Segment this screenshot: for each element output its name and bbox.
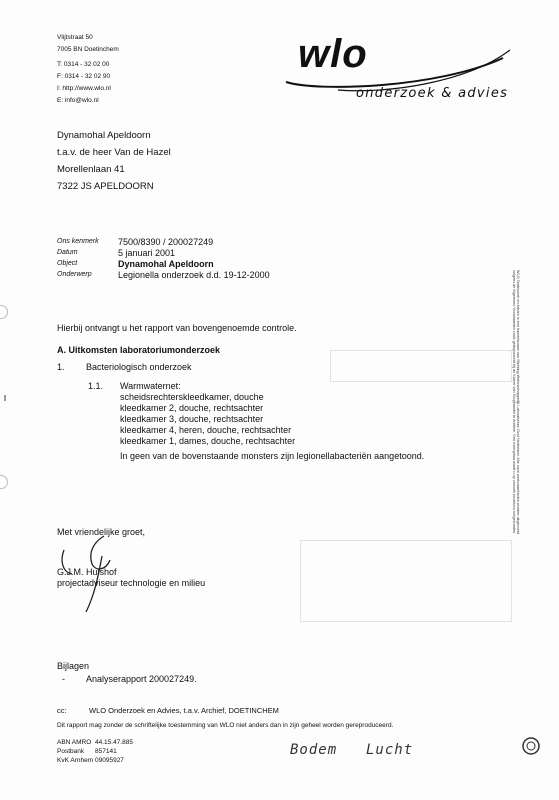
punch-hole-top (0, 305, 8, 319)
reproduction-disclaimer: Dit rapport mag zonder de schriftelijke toestemming van WLO niet anders dan in zijn geheel worden gereproduceerd. (57, 722, 394, 729)
list-item: kleedkamer 4, heren, douche, rechtsachter (120, 425, 292, 435)
bank-row (57, 738, 167, 747)
datum-value: 5 januari 2001 (118, 248, 176, 258)
attachments-heading: Bijlagen (57, 661, 90, 671)
reference-row (57, 259, 357, 270)
signer-name: G.J.M. Hulshof (57, 567, 117, 577)
closing-text: Met vriendelijke groet, (57, 527, 146, 537)
item-1-1-number: 1.1. (88, 381, 104, 391)
logo-tagline: onderzoek & advies (356, 86, 509, 101)
kvk-label: KvK Arnhem (57, 757, 94, 764)
onderwerp-label: Onderwerp (57, 271, 92, 278)
abn-value: 44.15.47.885 (95, 739, 133, 746)
certification-seal-icon (521, 736, 541, 756)
reference-block (57, 237, 357, 281)
address-web: I: http://www.wlo.nl (57, 85, 111, 92)
reference-row (57, 248, 357, 259)
address-street: Vlijtstraat 50 (57, 34, 93, 41)
postbank-value: 857141 (95, 748, 117, 755)
object-value: Dynamohal Apeldoorn (118, 259, 214, 269)
cc-label: cc: (57, 706, 67, 715)
wlo-logo (278, 30, 518, 105)
reference-row (57, 237, 357, 248)
onderwerp-value: Legionella onderzoek d.d. 19-12-2000 (118, 270, 270, 280)
address-phone: T: 0314 - 32 02 00 (57, 61, 110, 68)
bleed-through-box (300, 540, 512, 622)
recipient-line-3: Morellenlaan 41 (57, 164, 125, 175)
item-1-1-label: Warmwaternet: (120, 381, 181, 391)
recipient-line-1: Dynamohal Apeldoorn (57, 130, 151, 141)
recipient-line-4: 7322 JS APELDOORN (57, 181, 154, 192)
bank-details (57, 738, 167, 765)
list-item: kleedkamer 1, dames, douche, rechtsachter (120, 436, 296, 446)
footer-word-bodem: Bodem (290, 742, 338, 758)
bank-row (57, 747, 167, 756)
punch-hole-bottom (0, 475, 8, 489)
fold-mark (4, 395, 6, 401)
list-item: kleedkamer 2, douche, rechtsachter (120, 403, 264, 413)
kenmerk-label: Ons kenmerk (57, 238, 99, 245)
abn-label: ABN AMRO (57, 739, 92, 746)
attachment-item: Analyserapport 200027249. (86, 674, 197, 684)
cc-value: WLO Onderzoek en Advies, t.a.v. Archief, DOETINCHEM (89, 706, 279, 715)
kvk-value: 09095927 (95, 757, 124, 764)
conclusion-text: In geen van de bovenstaande monsters zijn legionellabacteriën aangetoond. (120, 451, 425, 461)
item-1-label: Bacteriologisch onderzoek (86, 362, 192, 372)
logo-wordmark: wlo (298, 32, 368, 76)
postbank-label: Postbank (57, 748, 85, 755)
address-city: 7005 BN Doetinchem (57, 46, 119, 53)
recipient-line-2: t.a.v. de heer Van de Hazel (57, 147, 171, 158)
side-text-line: volgens de Algemene Voorwaarden zoals gedeponeerd bij de Kamer van Koophandel te Arnhem. Een exemplaar wordt u op verzoek kosteloos toegezonden. (512, 270, 516, 535)
recipient-block (57, 127, 317, 195)
address-email: E: info@wlo.nl (57, 97, 99, 104)
kenmerk-value: 7500/8390 / 200027249 (118, 237, 214, 247)
side-legal-text (508, 270, 520, 790)
address-fax: F: 0314 - 32 02 90 (57, 73, 111, 80)
reference-row (57, 270, 357, 281)
section-heading: A. Uitkomsten laboratoriumonderzoek (57, 345, 221, 355)
object-label: Object (57, 260, 78, 267)
side-text-line: WLO Onderzoek en Advies is een handelsnaam van Stichting Wetenschappelijk Laboratorium Oost Nederland. Alle onze werkzaamheden worden uitgevoerd (516, 270, 520, 535)
list-item: kleedkamer 3, douche, rechtsachter (120, 414, 264, 424)
signer-title: projectadviseur technologie en milieu (57, 578, 206, 588)
attachment-bullet: - (62, 674, 65, 684)
letterhead-address (57, 33, 197, 105)
bank-row (57, 756, 167, 765)
item-1-number: 1. (57, 362, 65, 372)
intro-text: Hierbij ontvangt u het rapport van bovengenoemde controle. (57, 323, 297, 333)
datum-label: Datum (57, 249, 78, 256)
location-list (120, 392, 440, 447)
list-item: scheidsrechterskleedkamer, douche (120, 392, 264, 402)
footer-word-lucht: Lucht (366, 742, 414, 758)
